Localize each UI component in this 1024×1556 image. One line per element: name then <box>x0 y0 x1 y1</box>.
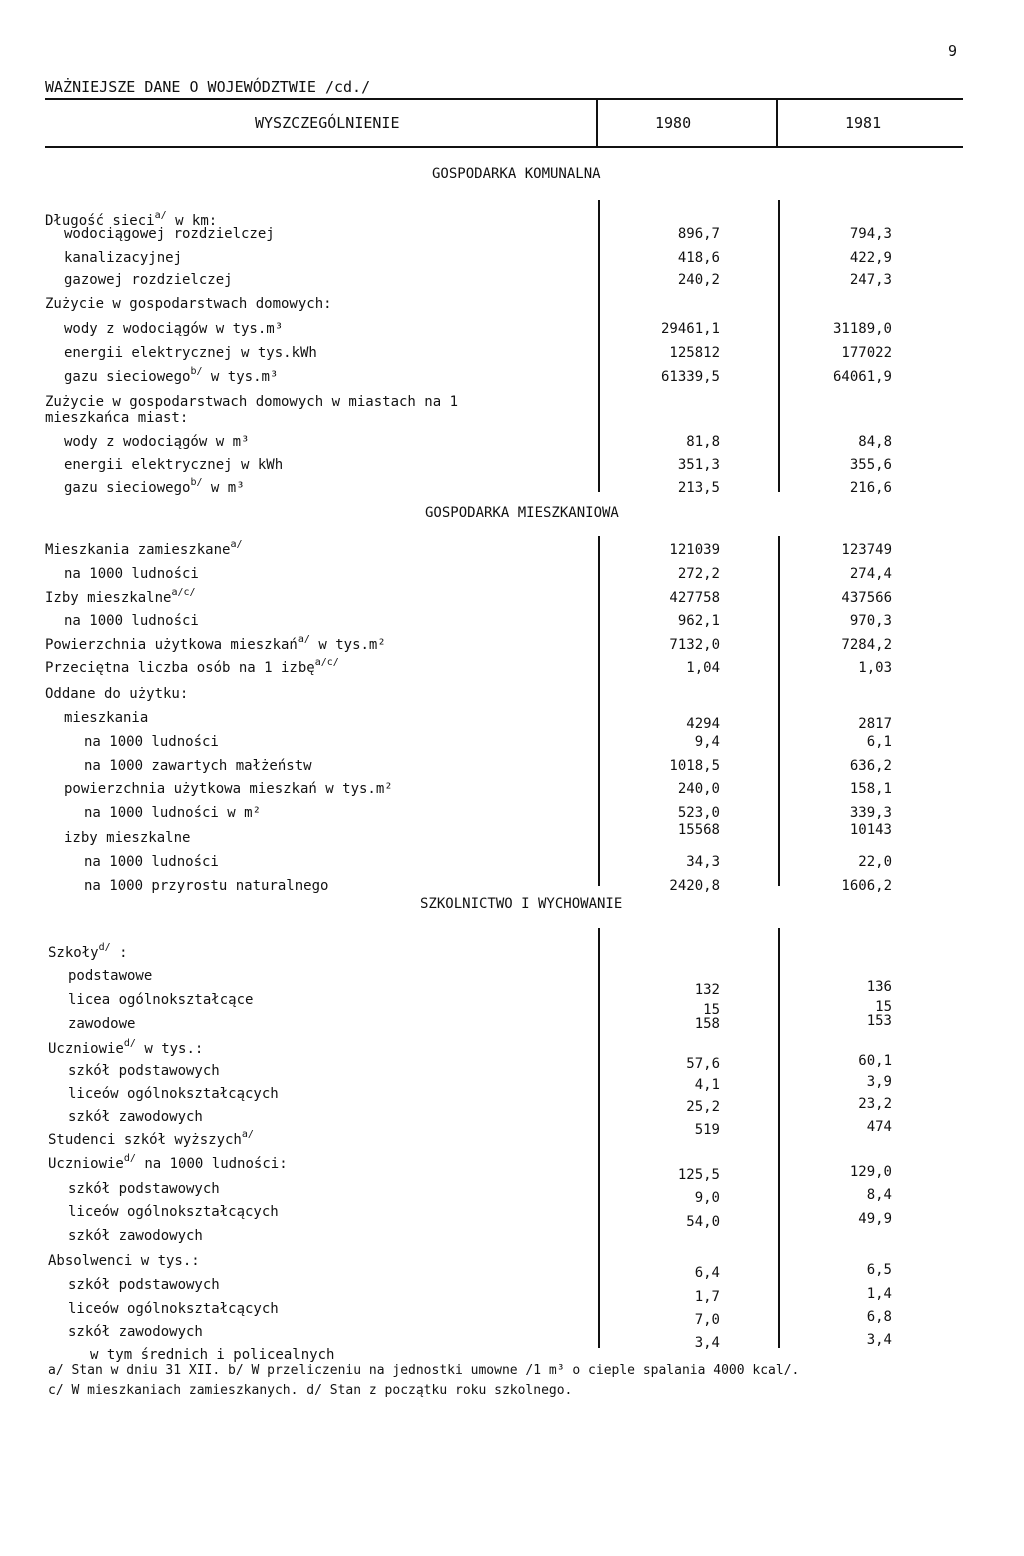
value-1981: 1606,2 <box>841 878 892 894</box>
value-1981: 1,4 <box>866 1286 892 1302</box>
value-1980: 2420,8 <box>669 878 720 894</box>
value-1981: 1,03 <box>858 660 892 676</box>
row-label-text: szkół zawodowych <box>68 1228 203 1244</box>
row-label <box>45 659 339 677</box>
row-label <box>68 1300 279 1318</box>
row-label-text: na 1000 ludności <box>64 566 199 582</box>
value-1981: 422,9 <box>849 250 892 266</box>
value-1980: 7132,0 <box>669 637 720 653</box>
value-1980: 519 <box>694 1122 720 1138</box>
value-1980: 132 <box>694 982 720 998</box>
row-label <box>64 456 283 474</box>
value-1980: 9,0 <box>694 1190 720 1206</box>
row-label-text: w tym średnich i policealnych <box>90 1347 335 1363</box>
value-1980: 351,3 <box>677 457 720 473</box>
row-label-text: Studenci szkół wyższych <box>48 1132 242 1148</box>
value-1981: 49,9 <box>858 1211 892 1227</box>
row-label <box>84 853 219 871</box>
row-label <box>64 780 393 798</box>
header-label: WYSZCZEGÓLNIENIE <box>255 114 400 132</box>
value-1981: 6,1 <box>866 734 892 750</box>
value-1981: 7284,2 <box>841 637 892 653</box>
row-label <box>64 225 275 243</box>
row-label-text: na 1000 ludności <box>84 854 219 870</box>
row-label-text: Przeciętna liczba osób na 1 izbę <box>45 660 315 676</box>
value-1981: 6,8 <box>866 1309 892 1325</box>
row-label-text: szkół zawodowych <box>68 1324 203 1340</box>
row-label-text: izby mieszkalne <box>64 830 191 846</box>
row-label-text: na 1000 zawartych małżeństw <box>84 758 312 774</box>
footnote-marker: d/ <box>123 1153 136 1164</box>
row-label <box>64 249 182 267</box>
footnote-marker: b/ <box>190 366 203 377</box>
row-label <box>64 368 278 386</box>
row-label <box>64 320 283 338</box>
value-1981: 158,1 <box>849 781 892 797</box>
row-label-text: Długość sieci <box>45 213 155 229</box>
row-label <box>45 295 332 313</box>
row-label <box>68 1015 135 1033</box>
row-label-text: wodociągowej rozdzielczej <box>64 226 275 242</box>
value-1980: 29461,1 <box>660 321 720 337</box>
row-label-text: szkół podstawowych <box>68 1181 220 1197</box>
row-label-text: na 1000 ludności <box>64 613 199 629</box>
row-label-text: Izby mieszkalne <box>45 590 172 606</box>
value-1981: 474 <box>866 1119 892 1135</box>
value-1981: 136 <box>866 979 892 995</box>
value-1981: 247,3 <box>849 272 892 288</box>
value-1980: 240,2 <box>677 272 720 288</box>
row-label-text: liceów ogólnokształcących <box>68 1301 279 1317</box>
value-1981: 3,9 <box>866 1074 892 1090</box>
row-label <box>68 1108 203 1126</box>
row-label-text: zawodowe <box>68 1016 136 1032</box>
header-divider-1 <box>596 100 598 146</box>
footnote-marker: d/ <box>123 1038 136 1049</box>
row-label-text: wody z wodociągów w m³ <box>64 434 250 450</box>
footnote-marker: a/ <box>154 210 167 221</box>
row-label <box>48 1252 200 1270</box>
row-label-text: Absolwenci w tys.: <box>48 1253 200 1269</box>
value-1981: 177022 <box>841 345 892 361</box>
value-1981: 339,3 <box>849 805 892 821</box>
row-label <box>45 589 196 607</box>
value-1980: 213,5 <box>677 480 720 496</box>
row-label-unit: w tys.: <box>144 1041 204 1057</box>
value-1980: 81,8 <box>686 434 720 450</box>
row-label-text: licea ogólnokształcące <box>68 992 254 1008</box>
header-year-1981: 1981 <box>845 114 882 132</box>
row-label <box>48 1155 288 1173</box>
value-1980: 4,1 <box>694 1077 720 1093</box>
row-label-unit: w tys.m² <box>318 637 386 653</box>
footnote-marker: a/c/ <box>171 587 196 598</box>
row-label <box>68 1180 220 1198</box>
value-1980: 121039 <box>669 542 720 558</box>
footnote-marker: a/ <box>230 539 243 550</box>
value-1980: 1018,5 <box>669 758 720 774</box>
row-label <box>64 709 148 727</box>
col-divider-1-c <box>598 928 600 1348</box>
value-1981: 355,6 <box>849 457 892 473</box>
value-1981: 123749 <box>841 542 892 558</box>
value-1980: 1,7 <box>694 1289 720 1305</box>
value-1981: 129,0 <box>849 1164 892 1180</box>
row-label <box>68 967 152 985</box>
row-label <box>64 829 190 847</box>
value-1981: 274,4 <box>849 566 892 582</box>
value-1981: 216,6 <box>849 480 892 496</box>
row-label <box>48 1040 203 1058</box>
row-label-text: szkół podstawowych <box>68 1063 220 1079</box>
value-1981: 84,8 <box>858 434 892 450</box>
row-label <box>68 1323 203 1341</box>
value-1980: 54,0 <box>686 1214 720 1230</box>
value-1980: 272,2 <box>677 566 720 582</box>
row-label-text: gazowej rozdzielczej <box>64 272 233 288</box>
row-label-text: energii elektrycznej w tys.kWh <box>64 345 317 361</box>
value-1980: 34,3 <box>686 854 720 870</box>
row-label <box>45 636 386 654</box>
row-label-text: powierzchnia użytkowa mieszkań w tys.m² <box>64 781 393 797</box>
footnote-marker: a/c/ <box>314 657 339 668</box>
row-label <box>64 271 233 289</box>
value-1981: 970,3 <box>849 613 892 629</box>
value-1981: 794,3 <box>849 226 892 242</box>
row-label-text: na 1000 przyrostu naturalnego <box>84 878 329 894</box>
header-year-1980: 1980 <box>655 114 692 132</box>
value-1981: 10143 <box>849 822 892 838</box>
value-1980: 6,4 <box>694 1265 720 1281</box>
row-label-text: Oddane do użytku: <box>45 686 189 702</box>
row-label <box>68 1276 220 1294</box>
header-bottom-rule <box>45 146 963 148</box>
value-1980: 1,04 <box>686 660 720 676</box>
value-1980: 125,5 <box>677 1167 720 1183</box>
header-divider-2 <box>776 100 778 146</box>
value-1980: 15 <box>703 1002 720 1018</box>
row-label-text: Zużycie w gospodarstwach domowych: <box>45 296 332 312</box>
row-label-text: Mieszkania zamieszkane <box>45 542 231 558</box>
value-1980: 3,4 <box>694 1335 720 1351</box>
header-top-rule <box>45 98 963 100</box>
row-label <box>64 433 249 451</box>
value-1980: 57,6 <box>686 1056 720 1072</box>
col-divider-1-a <box>598 200 600 492</box>
value-1981: 22,0 <box>858 854 892 870</box>
row-label-text: liceów ogólnokształcących <box>68 1086 279 1102</box>
row-label-text: szkół podstawowych <box>68 1277 220 1293</box>
row-label <box>68 1062 220 1080</box>
row-label-text: Zużycie w gospodarstwach domowych w miastach na 1 <box>45 394 459 410</box>
row-label <box>64 344 317 362</box>
value-1980: 962,1 <box>677 613 720 629</box>
row-label <box>45 409 188 427</box>
value-1980: 61339,5 <box>660 369 720 385</box>
row-label <box>68 1085 279 1103</box>
row-label <box>84 733 219 751</box>
footnote-line-1: a/ Stan w dniu 31 XII. b/ W przeliczeniu na jednostki umowne /1 m³ o cieple spalania 4000 kcal/. <box>48 1363 800 1378</box>
value-1980: 4294 <box>686 716 720 732</box>
value-1981: 15 <box>875 999 892 1015</box>
footnote-line-2: c/ W mieszkaniach zamieszkanych. d/ Stan z początku roku szkolnego. <box>48 1383 573 1398</box>
value-1981: 8,4 <box>866 1187 892 1203</box>
row-label-text: Szkoły <box>48 945 99 961</box>
row-label-unit: w tys.m³ <box>210 369 279 385</box>
value-1981: 31189,0 <box>832 321 892 337</box>
value-1980: 7,0 <box>694 1312 720 1328</box>
row-label-text: na 1000 ludności w m² <box>84 805 262 821</box>
section-heading-mieszkaniowa: GOSPODARKA MIESZKANIOWA <box>425 505 619 521</box>
footnote-marker: d/ <box>98 942 111 953</box>
value-1981: 636,2 <box>849 758 892 774</box>
row-label-text: gazu sieciowego <box>64 480 191 496</box>
row-label-text: mieszkania <box>64 710 149 726</box>
footnote-marker: b/ <box>190 477 203 488</box>
footnote-marker: a/ <box>241 1129 254 1140</box>
row-label-text: szkół zawodowych <box>68 1109 203 1125</box>
footnote-marker: a/ <box>297 634 310 645</box>
row-label <box>84 757 312 775</box>
row-label-text: podstawowe <box>68 968 153 984</box>
value-1981: 23,2 <box>858 1096 892 1112</box>
row-label <box>64 479 245 497</box>
row-label <box>45 685 188 703</box>
value-1980: 240,0 <box>677 781 720 797</box>
row-label-text: Powierzchnia użytkowa mieszkań <box>45 637 298 653</box>
value-1980: 523,0 <box>677 805 720 821</box>
value-1980: 418,6 <box>677 250 720 266</box>
value-1980: 15568 <box>677 822 720 838</box>
value-1980: 158 <box>694 1016 720 1032</box>
row-label <box>68 1227 203 1245</box>
row-label-text: mieszkańca miast: <box>45 410 189 426</box>
col-divider-2-c <box>778 928 780 1348</box>
col-divider-1-b <box>598 536 600 886</box>
row-label <box>64 565 199 583</box>
page-title: WAŻNIEJSZE DANE O WOJEWÓDZTWIE /cd./ <box>45 78 371 96</box>
row-label <box>68 1203 279 1221</box>
section-heading-komunalna: GOSPODARKA KOMUNALNA <box>432 166 601 182</box>
col-divider-2-b <box>778 536 780 886</box>
value-1981: 64061,9 <box>832 369 892 385</box>
row-label-unit: w m³ <box>210 480 245 496</box>
row-label-text: energii elektrycznej w kWh <box>64 457 284 473</box>
row-label-text: gazu sieciowego <box>64 369 191 385</box>
value-1981: 60,1 <box>858 1053 892 1069</box>
value-1980: 896,7 <box>677 226 720 242</box>
row-label <box>45 541 242 559</box>
row-label-text: wody z wodociągów w tys.m³ <box>64 321 284 337</box>
row-label-unit: : <box>119 945 128 961</box>
row-label-unit: w km: <box>175 213 218 229</box>
page-number: 9 <box>948 42 958 60</box>
row-label-text: Uczniowie <box>48 1041 124 1057</box>
row-label <box>48 1131 254 1149</box>
value-1981: 3,4 <box>866 1332 892 1348</box>
section-heading-szkolnictwo: SZKOLNICTWO I WYCHOWANIE <box>420 896 623 912</box>
value-1981: 153 <box>866 1013 892 1029</box>
row-label <box>84 804 261 822</box>
row-label-text: kanalizacyjnej <box>64 250 183 266</box>
row-label <box>48 944 128 962</box>
row-label <box>68 991 253 1009</box>
value-1981: 6,5 <box>866 1262 892 1278</box>
value-1981: 437566 <box>841 590 892 606</box>
row-label-text: na 1000 ludności <box>84 734 219 750</box>
col-divider-2-a <box>778 200 780 492</box>
value-1980: 125812 <box>669 345 720 361</box>
row-label-unit: na 1000 ludności: <box>144 1156 288 1172</box>
value-1980: 9,4 <box>694 734 720 750</box>
row-label <box>84 877 328 895</box>
value-1980: 427758 <box>669 590 720 606</box>
value-1980: 25,2 <box>686 1099 720 1115</box>
value-1981: 2817 <box>858 716 892 732</box>
row-label <box>64 612 199 630</box>
row-label-text: Uczniowie <box>48 1156 124 1172</box>
row-label-text: liceów ogólnokształcących <box>68 1204 279 1220</box>
